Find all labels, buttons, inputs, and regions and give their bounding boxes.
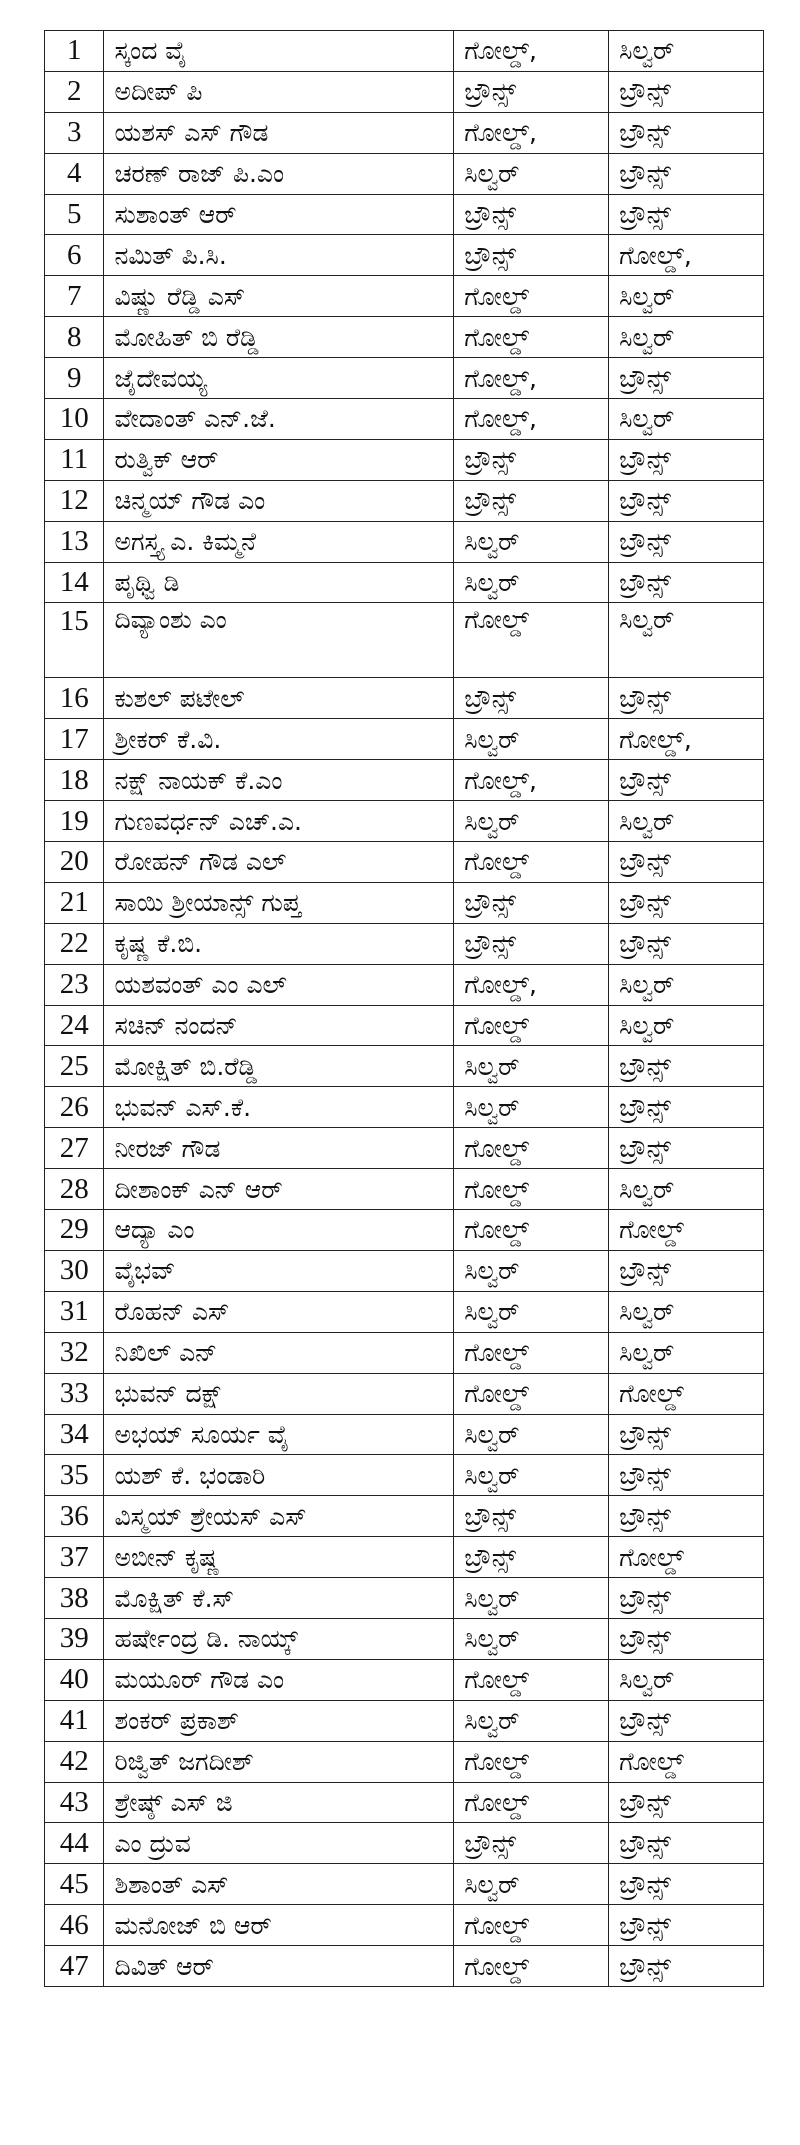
table-row xyxy=(45,194,764,235)
medal-2: ಸಿಲ್ವರ್ xyxy=(609,964,764,1005)
student-name: ವಿಷ್ಣು ರೆಡ್ಡಿ ಎಸ್ xyxy=(104,276,454,317)
table-row xyxy=(45,1250,764,1291)
table-row xyxy=(45,1332,764,1373)
medal-1: ಗೋಲ್ಡ್, xyxy=(454,760,609,801)
row-number: 19 xyxy=(45,801,104,842)
row-number: 46 xyxy=(45,1905,104,1946)
student-name: ಚಿನ್ಮಯ್ ಗೌಡ ಎಂ xyxy=(104,480,454,521)
row-number: 25 xyxy=(45,1046,104,1087)
row-number: 2 xyxy=(45,71,104,112)
row-number: 11 xyxy=(45,439,104,480)
row-number: 26 xyxy=(45,1087,104,1128)
table-row xyxy=(45,1618,764,1659)
row-number: 10 xyxy=(45,399,104,440)
table-row xyxy=(45,439,764,480)
student-name: ಜೈದೇವಯ್ಯ xyxy=(104,358,454,399)
row-number: 1 xyxy=(45,31,104,72)
table-row xyxy=(45,801,764,842)
medal-1: ಗೋಲ್ಡ್ xyxy=(454,1169,609,1210)
row-number: 3 xyxy=(45,112,104,153)
student-name: ರುತ್ವಿಕ್ ಆರ್ xyxy=(104,439,454,480)
table-row xyxy=(45,562,764,603)
medal-1: ಬ್ರೌನ್ಸ್ xyxy=(454,480,609,521)
table-row xyxy=(45,1128,764,1169)
student-name: ವಿಸ್ಮಯ್ ಶ್ರೇಯಸ್ ಎಸ್ xyxy=(104,1496,454,1537)
row-number: 23 xyxy=(45,964,104,1005)
student-name: ಯಶ್ ಕೆ. ಭಂಡಾರಿ xyxy=(104,1455,454,1496)
row-number: 39 xyxy=(45,1618,104,1659)
medal-1: ಗೋಲ್ಡ್ xyxy=(454,1128,609,1169)
table-row xyxy=(45,358,764,399)
table-row xyxy=(45,1782,764,1823)
table-row xyxy=(45,1823,764,1864)
row-number: 18 xyxy=(45,760,104,801)
medal-1: ಗೋಲ್ಡ್ xyxy=(454,276,609,317)
table-row xyxy=(45,842,764,883)
medal-1: ಸಿಲ್ವರ್ xyxy=(454,521,609,562)
student-name: ವೇದಾಂತ್ ಎನ್.ಜೆ. xyxy=(104,399,454,440)
table-row xyxy=(45,678,764,719)
medal-2: ಬ್ರೌನ್ಸ್ xyxy=(609,1414,764,1455)
medal-1: ಸಿಲ್ವರ್ xyxy=(454,801,609,842)
table-row xyxy=(45,1005,764,1046)
medal-1: ಗೋಲ್ಡ್, xyxy=(454,964,609,1005)
medal-2: ಸಿಲ್ವರ್ xyxy=(609,317,764,358)
medal-2: ಬ್ರೌನ್ಸ್ xyxy=(609,1496,764,1537)
row-number: 20 xyxy=(45,842,104,883)
table-row xyxy=(45,1046,764,1087)
medal-2: ಬ್ರೌನ್ಸ್ xyxy=(609,1250,764,1291)
medal-2: ಸಿಲ್ವರ್ xyxy=(609,276,764,317)
table-row xyxy=(45,1905,764,1946)
student-name: ದಿವಿತ್ ಆರ್ xyxy=(104,1946,454,1987)
medal-1: ಸಿಲ್ವರ್ xyxy=(454,562,609,603)
row-number: 41 xyxy=(45,1700,104,1741)
student-name: ಆದ್ಯಾ ಎಂ xyxy=(104,1210,454,1251)
table-row xyxy=(45,882,764,923)
medal-2: ಬ್ರೌನ್ಸ್ xyxy=(609,882,764,923)
student-name: ರೋಹನ್ ಗೌಡ ಎಲ್ xyxy=(104,842,454,883)
table-row xyxy=(45,1946,764,1987)
table-row xyxy=(45,276,764,317)
row-number: 16 xyxy=(45,678,104,719)
row-number: 38 xyxy=(45,1578,104,1619)
student-name: ಕೃಷ್ಣ ಕೆ.ಬಿ. xyxy=(104,923,454,964)
student-name: ಮಯೂರ್ ಗೌಡ ಎಂ xyxy=(104,1659,454,1700)
medal-1: ಗೋಲ್ಡ್ xyxy=(454,1946,609,1987)
student-name: ಸ್ಕಂದ ವೈ xyxy=(104,31,454,72)
results-table-body xyxy=(45,31,764,1987)
student-name: ಯಶಸ್ ಎಸ್ ಗೌಡ xyxy=(104,112,454,153)
table-row xyxy=(45,521,764,562)
row-number: 7 xyxy=(45,276,104,317)
table-row xyxy=(45,31,764,72)
table-row xyxy=(45,923,764,964)
row-number: 28 xyxy=(45,1169,104,1210)
table-row xyxy=(45,1087,764,1128)
medal-2: ಬ್ರೌನ್ಸ್ xyxy=(609,1700,764,1741)
medal-1: ಸಿಲ್ವರ್ xyxy=(454,1578,609,1619)
row-number: 36 xyxy=(45,1496,104,1537)
medal-2: ಬ್ರೌನ್ಸ್ xyxy=(609,71,764,112)
student-name: ನಕ್ಷ್ ನಾಯಕ್ ಕೆ.ಎಂ xyxy=(104,760,454,801)
student-name: ಶ್ರೇಷ್ಠ್ ಎಸ್ ಜಿ xyxy=(104,1782,454,1823)
student-name: ಹರ್ಷೇಂದ್ರ ಡಿ. ನಾಯ್ಕ್ xyxy=(104,1618,454,1659)
table-row xyxy=(45,1578,764,1619)
table-row xyxy=(45,235,764,276)
medal-2: ಬ್ರೌನ್ಸ್ xyxy=(609,1046,764,1087)
table-row xyxy=(45,1169,764,1210)
row-number: 37 xyxy=(45,1537,104,1578)
medal-1: ಬ್ರೌನ್ಸ್ xyxy=(454,235,609,276)
row-number: 14 xyxy=(45,562,104,603)
student-name: ಪೃಥ್ವಿ ಡಿ xyxy=(104,562,454,603)
medal-1: ಸಿಲ್ವರ್ xyxy=(454,1087,609,1128)
student-name: ಮೋಕ್ಷಿತ್ ಬಿ.ರೆಡ್ಡಿ xyxy=(104,1046,454,1087)
table-row xyxy=(45,1864,764,1905)
row-number: 21 xyxy=(45,882,104,923)
medal-1: ಗೋಲ್ಡ್ xyxy=(454,1905,609,1946)
medal-2: ಗೋಲ್ಡ್ xyxy=(609,1210,764,1251)
row-number: 12 xyxy=(45,480,104,521)
student-name: ಅದೀಪ್ ಪಿ xyxy=(104,71,454,112)
student-name: ಯಶವಂತ್ ಎಂ ಎಲ್ xyxy=(104,964,454,1005)
row-number: 9 xyxy=(45,358,104,399)
row-number: 30 xyxy=(45,1250,104,1291)
row-number: 8 xyxy=(45,317,104,358)
student-name: ಸಚಿನ್ ನಂದನ್ xyxy=(104,1005,454,1046)
row-number: 4 xyxy=(45,153,104,194)
medal-2: ಸಿಲ್ವರ್ xyxy=(609,31,764,72)
medal-2: ಗೋಲ್ಡ್, xyxy=(609,719,764,760)
student-name: ಶ್ರೀಕರ್ ಕೆ.ವಿ. xyxy=(104,719,454,760)
medal-2: ಬ್ರೌನ್ಸ್ xyxy=(609,112,764,153)
medal-1: ಸಿಲ್ವರ್ xyxy=(454,1046,609,1087)
row-number: 47 xyxy=(45,1946,104,1987)
row-number: 40 xyxy=(45,1659,104,1700)
medal-2: ಬ್ರೌನ್ಸ್ xyxy=(609,358,764,399)
medal-2: ಬ್ರೌನ್ಸ್ xyxy=(609,1455,764,1496)
medal-1: ಗೋಲ್ಡ್ xyxy=(454,1332,609,1373)
medal-1: ಸಿಲ್ವರ್ xyxy=(454,1864,609,1905)
student-name: ಭುವನ್ ದಕ್ಷ್ xyxy=(104,1373,454,1414)
table-row xyxy=(45,1659,764,1700)
table-row xyxy=(45,1455,764,1496)
medal-1: ಸಿಲ್ವರ್ xyxy=(454,1414,609,1455)
medal-1: ಸಿಲ್ವರ್ xyxy=(454,1291,609,1332)
medal-2: ಬ್ರೌನ್ಸ್ xyxy=(609,678,764,719)
table-row xyxy=(45,1537,764,1578)
student-name: ನೀರಜ್ ಗೌಡ xyxy=(104,1128,454,1169)
medal-1: ಗೋಲ್ಡ್ xyxy=(454,1210,609,1251)
student-name: ಎಂ ದ್ರುವ xyxy=(104,1823,454,1864)
student-name: ಸಾಯಿ ಶ್ರೀಯಾನ್ಸ್ ಗುಪ್ತ xyxy=(104,882,454,923)
medal-1: ಬ್ರೌನ್ಸ್ xyxy=(454,1823,609,1864)
medal-2: ಬ್ರೌನ್ಸ್ xyxy=(609,1946,764,1987)
medal-2: ಗೋಲ್ಡ್ xyxy=(609,1537,764,1578)
table-row xyxy=(45,1700,764,1741)
table-row xyxy=(45,1210,764,1251)
medal-1: ಗೋಲ್ಡ್, xyxy=(454,112,609,153)
medal-1: ಬ್ರೌನ್ಸ್ xyxy=(454,194,609,235)
student-name: ಭುವನ್ ಎಸ್.ಕೆ. xyxy=(104,1087,454,1128)
student-name: ಶಿಶಾಂತ್ ಎಸ್ xyxy=(104,1864,454,1905)
medal-1: ಗೋಲ್ಡ್, xyxy=(454,358,609,399)
medal-1: ಬ್ರೌನ್ಸ್ xyxy=(454,1496,609,1537)
table-row xyxy=(45,399,764,440)
medal-2: ಬ್ರೌನ್ಸ್ xyxy=(609,1905,764,1946)
medal-2: ಸಿಲ್ವರ್ xyxy=(609,1169,764,1210)
results-table xyxy=(44,30,764,1987)
medal-2: ಬ್ರೌನ್ಸ್ xyxy=(609,842,764,883)
student-name: ದೀಶಾಂಕ್ ಎನ್ ಆರ್ xyxy=(104,1169,454,1210)
student-name: ಶಂಕರ್ ಪ್ರಕಾಶ್ xyxy=(104,1700,454,1741)
medal-1: ಸಿಲ್ವರ್ xyxy=(454,153,609,194)
student-name: ಕುಶಲ್ ಪಟೇಲ್ xyxy=(104,678,454,719)
medal-2: ಸಿಲ್ವರ್ xyxy=(609,603,764,678)
table-row xyxy=(45,603,764,678)
medal-2: ಗೋಲ್ಡ್ xyxy=(609,1741,764,1782)
medal-2: ಸಿಲ್ವರ್ xyxy=(609,1332,764,1373)
medal-2: ಬ್ರೌನ್ಸ್ xyxy=(609,562,764,603)
medal-1: ಗೋಲ್ಡ್ xyxy=(454,1373,609,1414)
row-number: 44 xyxy=(45,1823,104,1864)
row-number: 5 xyxy=(45,194,104,235)
medal-2: ಬ್ರೌನ್ಸ್ xyxy=(609,194,764,235)
medal-2: ಬ್ರೌನ್ಸ್ xyxy=(609,1782,764,1823)
row-number: 32 xyxy=(45,1332,104,1373)
student-name: ಸುಶಾಂತ್ ಆರ್ xyxy=(104,194,454,235)
table-row xyxy=(45,1291,764,1332)
student-name: ದಿವ್ಯಾಂಶು ಎಂ xyxy=(104,603,454,678)
medal-1: ಗೋಲ್ಡ್ xyxy=(454,1005,609,1046)
row-number: 15 xyxy=(45,603,104,678)
table-row xyxy=(45,317,764,358)
medal-1: ಬ್ರೌನ್ಸ್ xyxy=(454,1537,609,1578)
medal-1: ಸಿಲ್ವರ್ xyxy=(454,1455,609,1496)
medal-1: ಬ್ರೌನ್ಸ್ xyxy=(454,71,609,112)
medal-2: ಬ್ರೌನ್ಸ್ xyxy=(609,1087,764,1128)
medal-2: ಬ್ರೌನ್ಸ್ xyxy=(609,923,764,964)
medal-2: ಸಿಲ್ವರ್ xyxy=(609,1291,764,1332)
medal-2: ಸಿಲ್ವರ್ xyxy=(609,1005,764,1046)
student-name: ನಮಿತ್ ಪಿ.ಸಿ. xyxy=(104,235,454,276)
medal-2: ಬ್ರೌನ್ಸ್ xyxy=(609,1823,764,1864)
student-name: ಮನೋಜ್ ಬಿ ಆರ್ xyxy=(104,1905,454,1946)
row-number: 45 xyxy=(45,1864,104,1905)
row-number: 24 xyxy=(45,1005,104,1046)
row-number: 29 xyxy=(45,1210,104,1251)
student-name: ಅಗಸ್ತ್ಯ ಎ. ಕಿಮ್ಮನೆ xyxy=(104,521,454,562)
medal-2: ಬ್ರೌನ್ಸ್ xyxy=(609,153,764,194)
table-row xyxy=(45,112,764,153)
medal-2: ಗೋಲ್ಡ್, xyxy=(609,235,764,276)
medal-1: ಗೋಲ್ಡ್, xyxy=(454,31,609,72)
row-number: 13 xyxy=(45,521,104,562)
student-name: ರೊಹನ್ ಎಸ್ xyxy=(104,1291,454,1332)
student-name: ರಿಜ್ವಿತ್ ಜಗದೀಶ್ xyxy=(104,1741,454,1782)
student-name: ಅಭಯ್ ಸೂರ್ಯ ವೈ xyxy=(104,1414,454,1455)
medal-1: ಗೋಲ್ಡ್ xyxy=(454,842,609,883)
row-number: 33 xyxy=(45,1373,104,1414)
table-row xyxy=(45,1496,764,1537)
student-name: ಗುಣವರ್ಧನ್ ಎಚ್.ಎ. xyxy=(104,801,454,842)
medal-1: ಸಿಲ್ವರ್ xyxy=(454,719,609,760)
table-row xyxy=(45,1373,764,1414)
table-row xyxy=(45,71,764,112)
medal-2: ಬ್ರೌನ್ಸ್ xyxy=(609,1128,764,1169)
table-row xyxy=(45,719,764,760)
medal-1: ಗೋಲ್ಡ್ xyxy=(454,603,609,678)
row-number: 27 xyxy=(45,1128,104,1169)
medal-1: ಗೋಲ್ಡ್ xyxy=(454,1741,609,1782)
medal-1: ಬ್ರೌನ್ಸ್ xyxy=(454,882,609,923)
table-row xyxy=(45,964,764,1005)
medal-2: ಬ್ರೌನ್ಸ್ xyxy=(609,1578,764,1619)
student-name: ಅಬೀನ್ ಕೃಷ್ಣ xyxy=(104,1537,454,1578)
row-number: 43 xyxy=(45,1782,104,1823)
row-number: 22 xyxy=(45,923,104,964)
student-name: ಮೊಕ್ಷಿತ್ ಕೆ.ಸ್ xyxy=(104,1578,454,1619)
table-row xyxy=(45,480,764,521)
medal-1: ಸಿಲ್ವರ್ xyxy=(454,1618,609,1659)
medal-2: ಬ್ರೌನ್ಸ್ xyxy=(609,1618,764,1659)
medal-1: ಗೋಲ್ಡ್ xyxy=(454,1782,609,1823)
medal-1: ಗೋಲ್ಡ್, xyxy=(454,399,609,440)
medal-2: ಸಿಲ್ವರ್ xyxy=(609,801,764,842)
row-number: 17 xyxy=(45,719,104,760)
table-row xyxy=(45,153,764,194)
medal-2: ಬ್ರೌನ್ಸ್ xyxy=(609,480,764,521)
medal-1: ಬ್ರೌನ್ಸ್ xyxy=(454,923,609,964)
table-row xyxy=(45,760,764,801)
medal-1: ಗೋಲ್ಡ್ xyxy=(454,317,609,358)
student-name: ಮೋಹಿತ್ ಬಿ ರೆಡ್ಡಿ xyxy=(104,317,454,358)
row-number: 6 xyxy=(45,235,104,276)
medal-1: ಬ್ರೌನ್ಸ್ xyxy=(454,678,609,719)
medal-2: ಗೋಲ್ಡ್ xyxy=(609,1373,764,1414)
medal-1: ಬ್ರೌನ್ಸ್ xyxy=(454,439,609,480)
student-name: ನಿಖಿಲ್ ಎನ್ xyxy=(104,1332,454,1373)
medal-1: ಸಿಲ್ವರ್ xyxy=(454,1250,609,1291)
medal-2: ಬ್ರೌನ್ಸ್ xyxy=(609,439,764,480)
medal-1: ಸಿಲ್ವರ್ xyxy=(454,1700,609,1741)
table-row xyxy=(45,1414,764,1455)
row-number: 35 xyxy=(45,1455,104,1496)
row-number: 31 xyxy=(45,1291,104,1332)
medal-2: ಬ್ರೌನ್ಸ್ xyxy=(609,1864,764,1905)
medal-2: ಸಿಲ್ವರ್ xyxy=(609,399,764,440)
row-number: 34 xyxy=(45,1414,104,1455)
medal-2: ಬ್ರೌನ್ಸ್ xyxy=(609,521,764,562)
table-row xyxy=(45,1741,764,1782)
row-number: 42 xyxy=(45,1741,104,1782)
student-name: ವೈಭವ್ xyxy=(104,1250,454,1291)
medal-1: ಗೋಲ್ಡ್ xyxy=(454,1659,609,1700)
medal-2: ಬ್ರೌನ್ಸ್ xyxy=(609,760,764,801)
medal-2: ಸಿಲ್ವರ್ xyxy=(609,1659,764,1700)
student-name: ಚರಣ್ ರಾಜ್ ಪಿ.ಎಂ xyxy=(104,153,454,194)
